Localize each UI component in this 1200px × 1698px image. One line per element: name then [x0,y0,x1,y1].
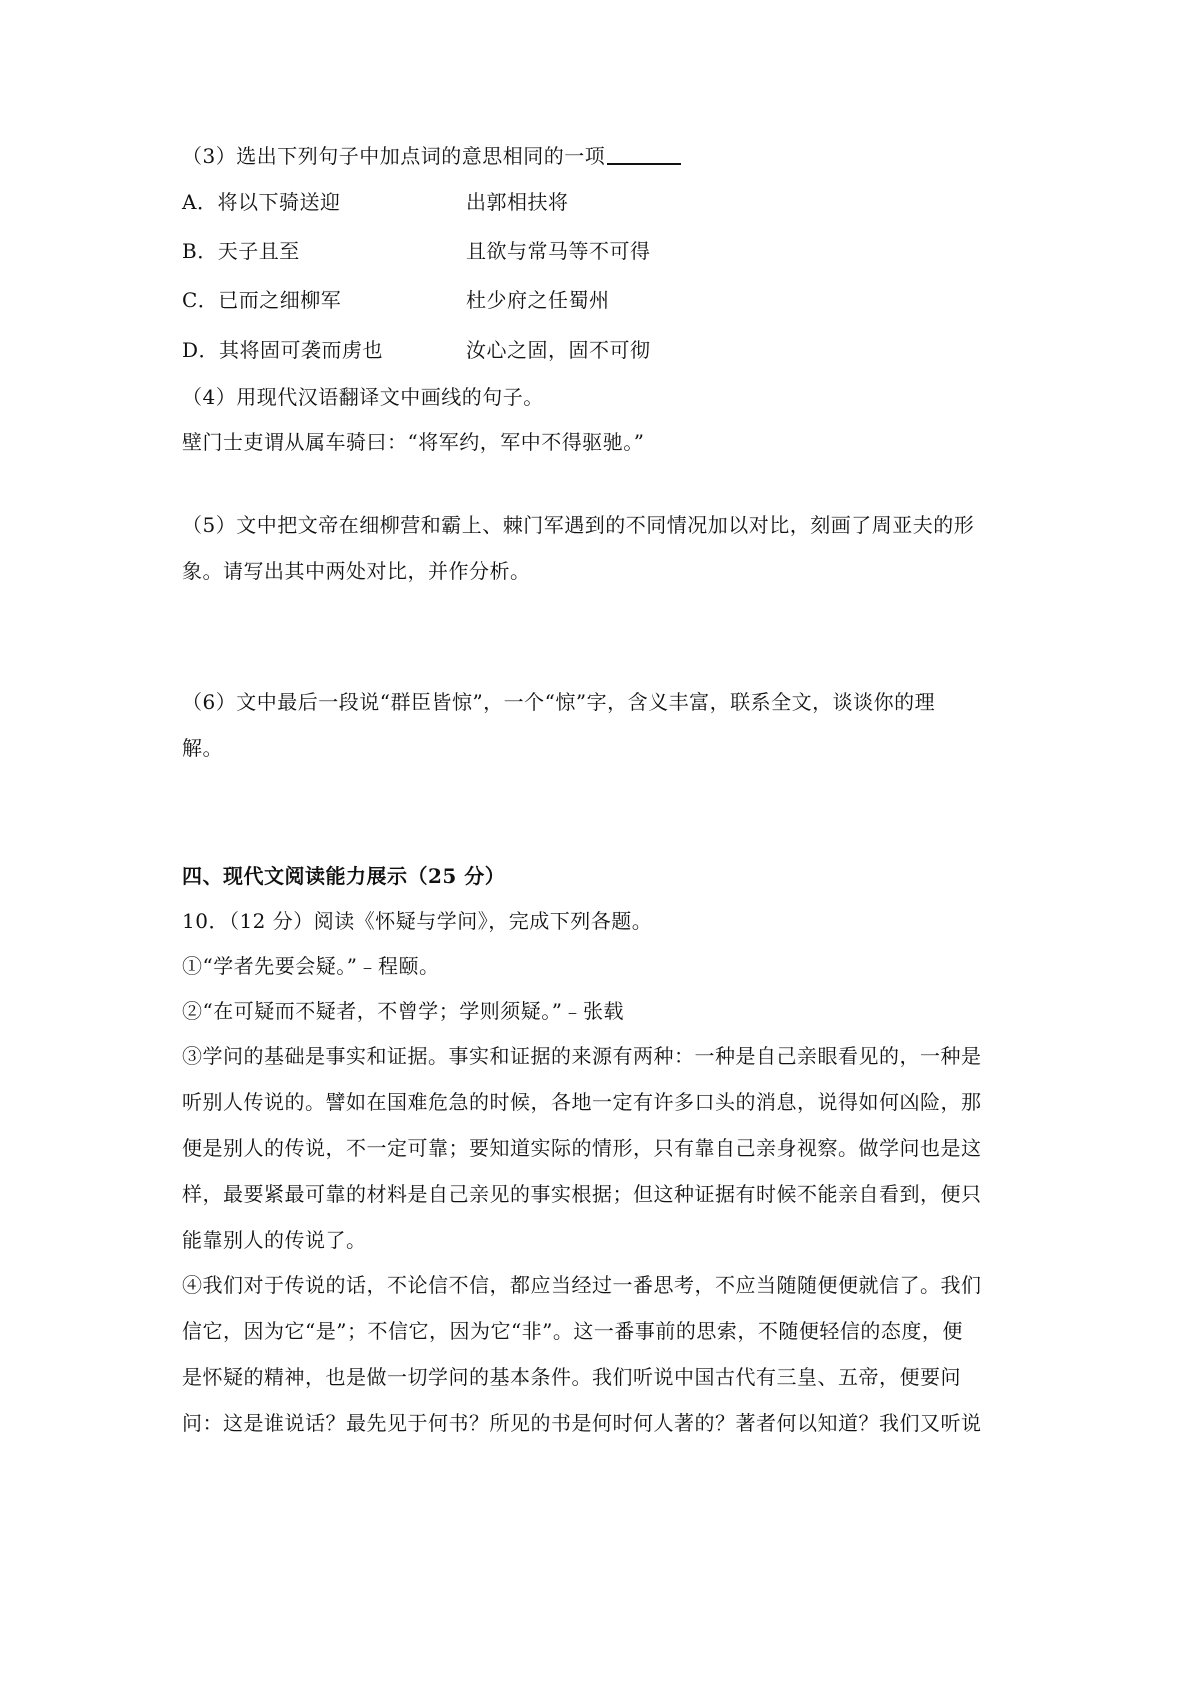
q3-option-b-left: B．天子且至 [182,239,300,263]
q5-line-1: （5）文中把文帝在细柳营和霸上、棘门军遇到的不同情况加以对比，刻画了周亚夫的形 [182,513,975,537]
q3-option-a-right: 出郭相扶将 [466,190,569,214]
q5-line-2: 象。请写出其中两处对比，并作分析。 [182,559,531,583]
q6-line-1: （6）文中最后一段说“群臣皆惊”，一个“惊”字，含义丰富，联系全文，谈谈你的理 [182,690,936,714]
paragraph-4-line: ④我们对于传说的话，不论信不信，都应当经过一番思考，不应当随随便便就信了。我们 [182,1273,982,1297]
paragraph-2: ②“在可疑而不疑者，不曾学；学则须疑。”﹣张载 [182,999,624,1023]
q10-intro: 10．（12 分）阅读《怀疑与学问》，完成下列各题。 [182,909,653,933]
paragraph-4-line: 问：这是谁说话？最先见于何书？所见的书是何时何人著的？著者何以知道？我们又听说 [182,1411,982,1435]
paragraph-3-line: 便是别人的传说，不一定可靠；要知道实际的情形，只有靠自己亲身视察。做学问也是这 [182,1136,982,1160]
paragraph-4-line: 信它，因为它“是”；不信它，因为它“非”。这一番事前的思索，不随便轻信的态度，便 [182,1319,963,1343]
paragraph-4-line: 是怀疑的精神，也是做一切学问的基本条件。我们听说中国古代有三皇、五帝，便要问 [182,1365,961,1389]
q3-option-d-right: 汝心之固，固不可彻 [466,338,651,362]
q6-line-2: 解。 [182,736,223,760]
q3-option-b-right: 且欲与常马等不可得 [466,239,651,263]
q3-option-c-right: 杜少府之任蜀州 [466,288,610,312]
q3-prompt-text: （3）选出下列句子中加点词的意思相同的一项 [182,144,606,168]
paragraph-3-line: 能靠别人的传说了。 [182,1228,367,1252]
paragraph-3-line: 样，最要紧最可靠的材料是自己亲见的事实根据；但这种证据有时候不能亲自看到，便只 [182,1182,982,1206]
q3-option-d-left: D．其将固可袭而虏也 [182,338,384,362]
q3-option-a-left: A．将以下骑送迎 [182,190,341,214]
q4-prompt: （4）用现代汉语翻译文中画线的句子。 [182,385,544,409]
paragraph-1: ①“学者先要会疑。”﹣程颐。 [182,954,440,978]
paragraph-3-line: ③学问的基础是事实和证据。事实和证据的来源有两种：一种是自己亲眼看见的，一种是 [182,1044,982,1068]
q3-prompt [182,142,681,170]
answer-blank[interactable] [607,143,681,165]
paragraph-3-line: 听别人传说的。譬如在国难危急的时候，各地一定有许多口头的消息，说得如何凶险，那 [182,1090,982,1114]
section-heading: 四、现代文阅读能力展示（25 分） [182,864,506,888]
q4-sentence: 壁门士吏谓从属车骑曰：“将军约，军中不得驱驰。” [182,430,645,454]
q3-option-c-left: C．已而之细柳军 [182,288,342,312]
